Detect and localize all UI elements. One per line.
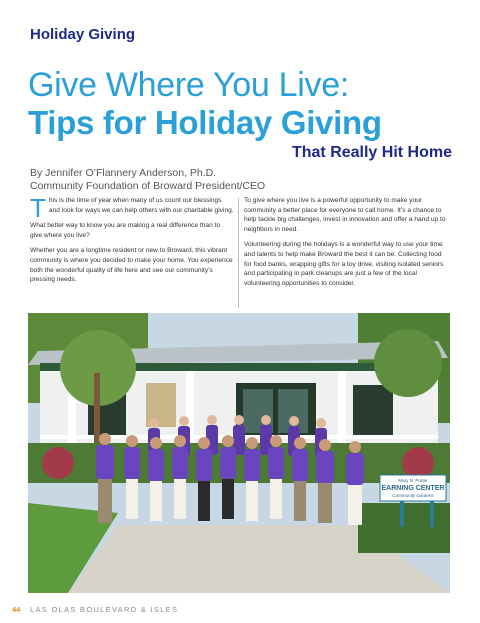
- group-photo-illustration: [28, 313, 450, 593]
- headline-line-2: Tips for Holiday Giving: [28, 104, 382, 141]
- paragraph: Volunteering during the holidays is a wonderful way to use your time and talents to help make Broward the best it can be. Collecting food for food banks, wrapping gifts for a toy drive, visiting isolated seniors and participating in park cleanups are just a few of the local volunteering opportunities to consider.: [244, 241, 444, 287]
- paragraph-text: his is the time of year when many of us count our blessings and look for ways we can help others with our charitable giving.: [48, 197, 234, 214]
- paragraph: Whether you are a longtime resident or new to Broward, this vibrant community is where you decided to make your home. You experience both the wonderful quality of life here and see our community’s pressing needs.: [30, 247, 233, 284]
- group-photo: [28, 313, 450, 593]
- byline-author: By Jennifer O’Flannery Anderson, Ph.D.: [30, 167, 217, 179]
- section-label: Holiday Giving: [30, 26, 136, 43]
- drop-cap: T: [30, 193, 46, 223]
- article-column-left: [30, 193, 234, 291]
- paragraph: To give where you live is a powerful opportunity to make your community a better place for everyone to call home. It’s a chance to help tackle big challenges, invest in innovation and offer a hand up to neighbors in need.: [244, 197, 446, 233]
- sign-line-1: Mary N. Porter: [398, 478, 428, 483]
- paragraph: What better way to know you are making a real difference than to give where you live?: [30, 222, 221, 239]
- article-column-right: [244, 196, 448, 294]
- headline-line-3: That Really Hit Home: [291, 144, 452, 161]
- publication-title: LAS OLAS BOULEVARD & ISLES: [30, 605, 179, 614]
- byline: [30, 167, 450, 193]
- paragraph: [30, 193, 234, 223]
- page-number: 44: [12, 605, 21, 614]
- headline-line-1: Give Where You Live:: [28, 66, 349, 104]
- byline-title: Community Foundation of Broward President/CEO: [30, 180, 266, 192]
- sign-line-2: EARNING CENTER: [381, 485, 445, 492]
- sign-line-3: Community Gardens: [392, 493, 434, 498]
- column-divider: [238, 198, 239, 308]
